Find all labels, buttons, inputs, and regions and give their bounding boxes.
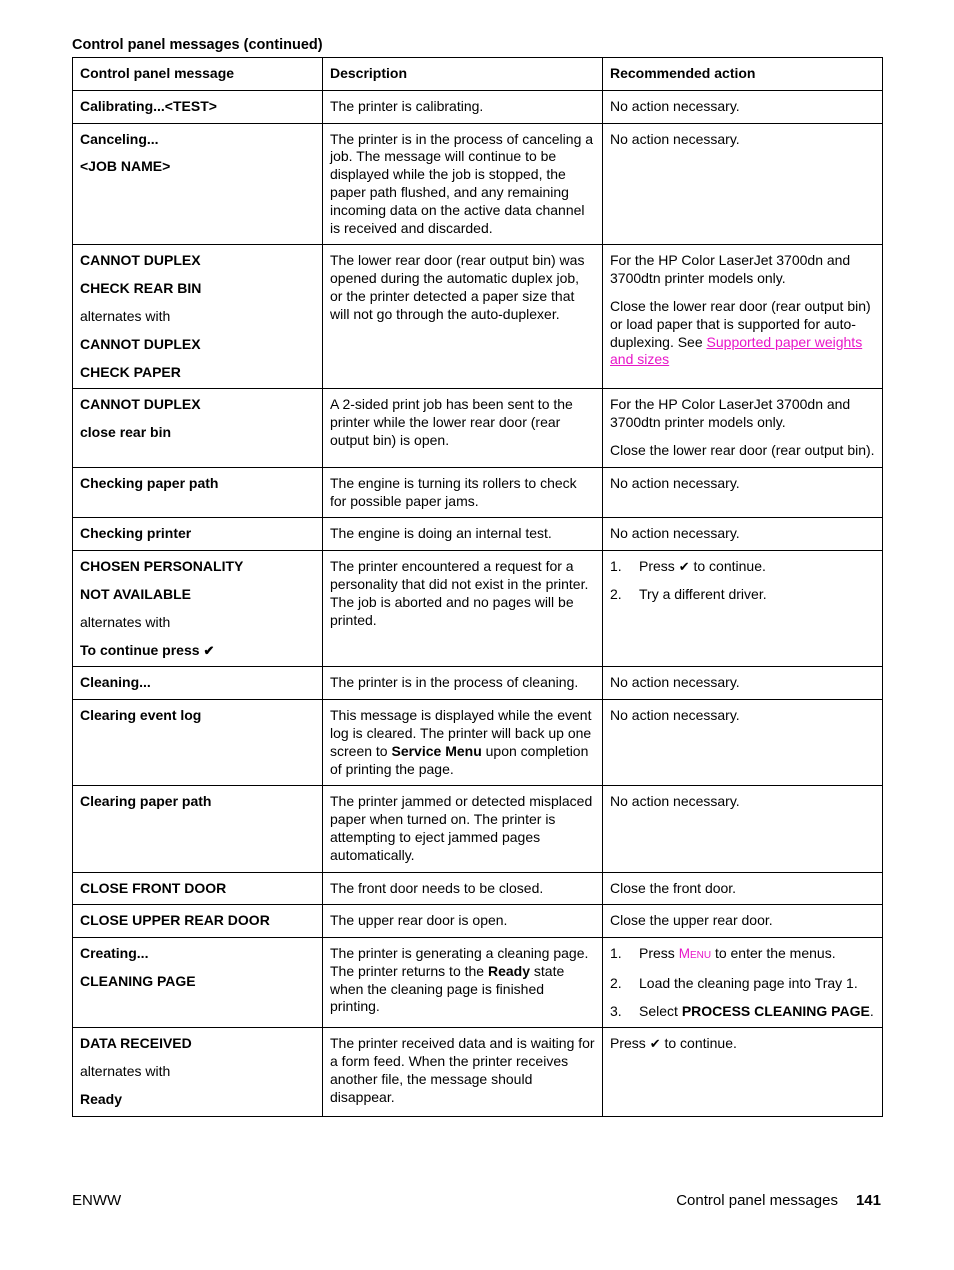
- steps-list: [610, 945, 875, 1020]
- action-cell: No action necessary.: [603, 518, 883, 551]
- action-cell: No action necessary.: [603, 700, 883, 786]
- step-text-part: Press: [639, 558, 675, 575]
- message-line: NOT AVAILABLE: [80, 585, 191, 602]
- message-line: Checking printer: [80, 525, 192, 542]
- message-line: CANNOT DUPLEX: [80, 252, 201, 269]
- step-number: 2.: [610, 585, 622, 602]
- action-line: Close the lower rear door (rear output bin).: [610, 441, 875, 458]
- action-text: to continue.: [664, 1035, 737, 1052]
- list-item: [610, 558, 875, 576]
- message-cell: [73, 667, 323, 700]
- list-item: [610, 1003, 875, 1021]
- message-cell: [73, 872, 323, 905]
- list-item: [610, 975, 875, 993]
- message-line: Ready: [80, 1091, 123, 1108]
- table-caption: Control panel messages (continued): [72, 37, 323, 53]
- description-cell: The engine is doing an internal test.: [323, 518, 603, 551]
- step-text-part: to enter the menus.: [714, 945, 836, 962]
- action-cell: [603, 551, 883, 667]
- desc-bold: Service Menu: [391, 742, 482, 759]
- message-cell: [73, 467, 323, 518]
- action-cell: No action necessary.: [603, 667, 883, 700]
- action-cell: No action necessary.: [603, 467, 883, 518]
- table-row: [73, 389, 883, 467]
- message-line: CLEANING PAGE: [80, 972, 196, 989]
- action-text: Press: [610, 1035, 646, 1052]
- table-row: [73, 938, 883, 1028]
- action-line: For the HP Color LaserJet 3700dn and 3700dtn printer models only.: [610, 396, 851, 431]
- footer-section-title: Control panel messages: [676, 1192, 838, 1209]
- header-message: Control panel message: [73, 58, 323, 91]
- description-cell: The printer is in the process of canceling a job. The message will continue to be displayed while the job is stopped, the paper path flushed, and any remaining incoming data on the active data channel is received and discarded.: [323, 123, 603, 245]
- step-number: 1.: [610, 558, 622, 575]
- message-line: CANNOT DUPLEX: [80, 335, 201, 352]
- description-cell: [323, 700, 603, 786]
- message-cell: [73, 245, 323, 389]
- table-row: [73, 700, 883, 786]
- message-line: alternates with: [80, 307, 171, 324]
- message-cell: [73, 700, 323, 786]
- message-line: Calibrating...<TEST>: [80, 97, 217, 114]
- table-row: [73, 551, 883, 667]
- desc-text: state when the cleaning page is finished printing.: [330, 962, 565, 1015]
- description-cell: The printer is calibrating.: [323, 90, 603, 123]
- action-cell: Close the front door.: [603, 872, 883, 905]
- desc-text: The printer is generating a cleaning page. The printer returns to the: [330, 945, 589, 979]
- message-line: CHOSEN PERSONALITY: [80, 558, 244, 575]
- table-row: [73, 123, 883, 245]
- list-item: [610, 586, 875, 604]
- step-text: Load the cleaning page into Tray 1.: [639, 974, 858, 991]
- action-cell: Close the upper rear door.: [603, 905, 883, 938]
- table-header-row: [73, 58, 883, 91]
- description-cell: The upper rear door is open.: [323, 905, 603, 938]
- message-line: alternates with: [80, 1063, 171, 1080]
- message-cell: [73, 551, 323, 667]
- action-line: For the HP Color LaserJet 3700dn and 3700dtn printer models only.: [610, 252, 851, 287]
- message-line: CHECK REAR BIN: [80, 280, 202, 297]
- description-cell: The printer received data and is waiting for a form feed. When the printer receives another file, the message should disappear.: [323, 1028, 603, 1116]
- step-text-part: Press: [639, 945, 675, 962]
- action-cell: [603, 938, 883, 1028]
- list-item: [610, 945, 875, 965]
- message-cell: [73, 123, 323, 245]
- checkmark-icon: ✔: [203, 642, 215, 658]
- step-text: [639, 945, 875, 965]
- description-cell: [323, 938, 603, 1028]
- table-row: [73, 467, 883, 518]
- checkmark-icon: ✔: [678, 559, 690, 575]
- message-cell: [73, 786, 323, 872]
- description-cell: A 2-sided print job has been sent to the printer while the lower rear door (rear output bin) is open.: [323, 389, 603, 467]
- step-text: [639, 558, 875, 576]
- message-line: Cleaning...: [80, 674, 151, 691]
- action-text: Close the lower rear door (rear output bin) or load paper that is supported for auto-duplexing. See: [610, 297, 871, 350]
- action-cell: No action necessary.: [603, 123, 883, 245]
- step-number: 2.: [610, 974, 622, 991]
- message-text: To continue press: [80, 641, 200, 658]
- step-text-part: Select: [639, 1002, 682, 1019]
- description-cell: The printer jammed or detected misplaced paper when turned on. The printer is attempting to eject jammed pages automatically.: [323, 786, 603, 872]
- message-line: CLOSE FRONT DOOR: [80, 879, 227, 896]
- message-cell: [73, 1028, 323, 1116]
- message-line: Canceling...: [80, 130, 159, 147]
- description-cell: The printer is in the process of cleaning.: [323, 667, 603, 700]
- header-action: Recommended action: [603, 58, 883, 91]
- step-text: Try a different driver.: [639, 585, 767, 602]
- description-cell: The engine is turning its rollers to check for possible paper jams.: [323, 467, 603, 518]
- action-cell: No action necessary.: [603, 786, 883, 872]
- message-line: close rear bin: [80, 424, 172, 441]
- table-row: [73, 872, 883, 905]
- checkmark-icon: ✔: [649, 1036, 661, 1052]
- action-cell: [603, 245, 883, 389]
- action-cell: [603, 1028, 883, 1116]
- message-cell: [73, 905, 323, 938]
- desc-text: upon completion of printing the page.: [330, 742, 589, 777]
- action-line: [610, 298, 875, 369]
- message-line: CLOSE UPPER REAR DOOR: [80, 912, 270, 929]
- description-cell: The lower rear door (rear output bin) was opened during the automatic duplex job, or the printer detected a paper size that will not go through the auto-duplexer.: [323, 245, 603, 389]
- table-row: [73, 786, 883, 872]
- message-cell: [73, 389, 323, 467]
- supported-paper-link[interactable]: Supported paper weights and sizes: [610, 333, 863, 368]
- table-row: [73, 245, 883, 389]
- step-text-bold: PROCESS CLEANING PAGE: [681, 1002, 870, 1019]
- step-number: 1.: [610, 945, 622, 962]
- description-cell: The printer encountered a request for a personality that did not exist in the printer. The job is aborted and no pages will be printed.: [323, 551, 603, 667]
- message-line: Checking paper path: [80, 474, 219, 491]
- message-line: Clearing paper path: [80, 793, 212, 810]
- header-description: Description: [323, 58, 603, 91]
- message-line: Clearing event log: [80, 707, 202, 724]
- step-text-part: .: [869, 1002, 874, 1019]
- message-cell: [73, 938, 323, 1028]
- desc-bold: Ready: [487, 962, 530, 979]
- message-line: alternates with: [80, 613, 171, 630]
- page-number: 141: [855, 1192, 881, 1209]
- table-row: [73, 518, 883, 551]
- control-panel-messages-table: [72, 57, 883, 1117]
- footer-section: [676, 1192, 881, 1209]
- step-text: [639, 1003, 875, 1021]
- table-row: [73, 90, 883, 123]
- table-row: [73, 667, 883, 700]
- description-cell: The front door needs to be closed.: [323, 872, 603, 905]
- step-text-part: to continue.: [693, 558, 766, 575]
- message-cell: [73, 90, 323, 123]
- message-line: CHECK PAPER: [80, 363, 181, 380]
- footer-brand: ENWW: [72, 1192, 122, 1209]
- message-line: <JOB NAME>: [80, 158, 171, 175]
- message-cell: [73, 518, 323, 551]
- message-line: CANNOT DUPLEX: [80, 396, 201, 413]
- table-row: [73, 1028, 883, 1116]
- message-line: [80, 642, 315, 660]
- step-number: 3.: [610, 1002, 622, 1019]
- message-line: Creating...: [80, 945, 149, 962]
- menu-key-label: MENU: [678, 946, 712, 962]
- desc-text: This message is displayed while the event log is cleared. The printer will back up one screen to: [330, 707, 592, 759]
- action-cell: No action necessary.: [603, 90, 883, 123]
- steps-list: [610, 558, 875, 604]
- table-row: [73, 905, 883, 938]
- message-line: DATA RECEIVED: [80, 1035, 192, 1052]
- action-cell: [603, 389, 883, 467]
